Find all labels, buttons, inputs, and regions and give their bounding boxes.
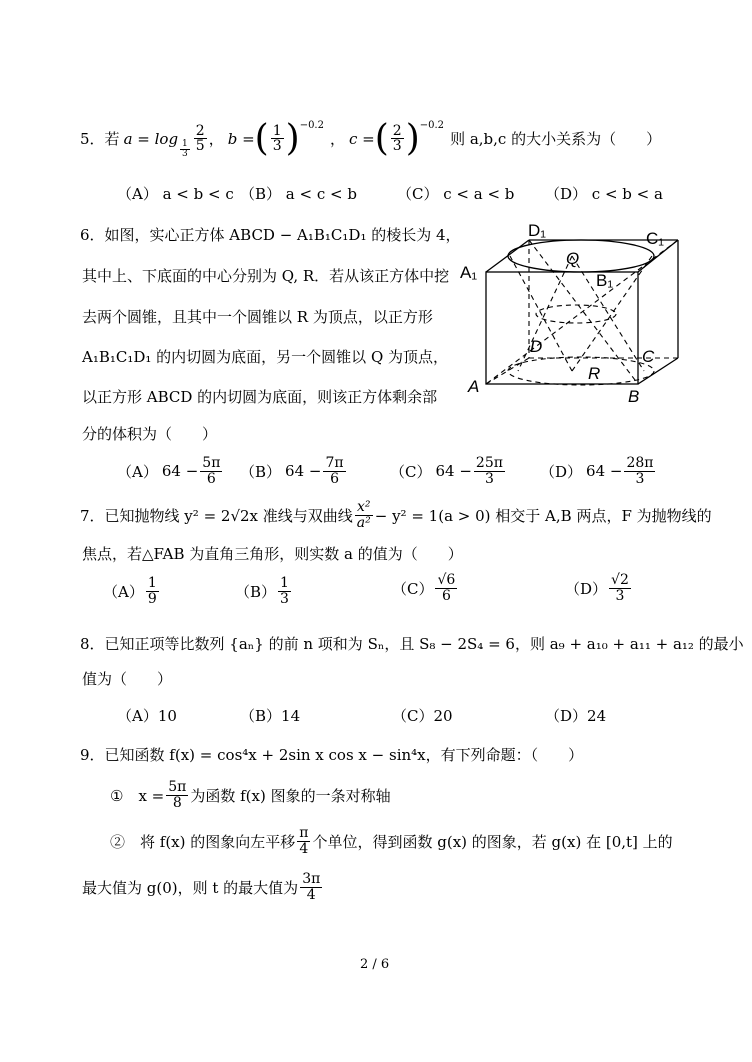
- q6-line-2: 其中上、下底面的中心分别为 Q, R．若从该正方体中挖: [82, 267, 450, 285]
- q8-option-a: （A）10: [117, 707, 177, 725]
- label-a: A: [468, 377, 480, 396]
- cube-figure: [458, 220, 683, 410]
- q6-line-1: 6．如图，实心正方体 ABCD − A₁B₁C₁D₁ 的棱长为 4，: [80, 226, 461, 244]
- q7-option-b: （B） $\frac{1}{3}$: [235, 575, 289, 607]
- c-fraction: $\frac{2}{3}$: [392, 122, 402, 155]
- label-q: Q: [566, 249, 580, 268]
- q8-line-2: 值为（ ）: [82, 670, 173, 688]
- q5-option-c: （C） c < a < b: [397, 185, 515, 203]
- label-d: D: [530, 337, 543, 356]
- q9-item-2-cont: 最大值为 g(0)，则 t 的最大值为 $\frac{3\pi}{4}$: [82, 871, 321, 903]
- a-fraction: $\frac{2}{5}$: [195, 122, 205, 155]
- q5-option-d: （D） c < b < a: [545, 185, 663, 203]
- q5-stem: 5． 若 a = log $\frac{1}{3}$ $\frac{2}{5}$ ， b = ( $\frac{1}{3}$ ) −0.2 ， c = ( $\frac{2}{3}$ ) −0.2 则 a,b,c 的大小关系为（ ）: [80, 117, 662, 160]
- page-number: 2 / 6: [360, 957, 390, 972]
- q8-line-1: 8．已知正项等比数列 {aₙ} 的前 n 项和为 Sₙ，且 S₈ − 2S₄ = 6，则 a₉ + a₁₀ + a₁₁ + a₁₂ 的最小: [80, 635, 744, 653]
- label-a1: A₁: [460, 263, 478, 282]
- q7-option-c: （C） $\frac{√6}{6}$: [392, 572, 456, 604]
- q6-line-4: A₁B₁C₁D₁ 的内切圆为底面，另一个圆锥以 Q 为顶点，: [82, 348, 449, 366]
- q6-line-5: 以正方形 ABCD 的内切圆为底面，则该正方体剩余部: [82, 388, 438, 406]
- q8-option-c: （C）20: [392, 707, 453, 725]
- q5-option-b: （B） a < c < b: [240, 185, 357, 203]
- label-c: C: [642, 347, 655, 366]
- q8-option-b: （B）14: [240, 707, 301, 725]
- q9-line-1: 9．已知函数 f(x) = cos⁴x + 2sin x cos x − sin⁴x，有下列命题：（ ）: [80, 746, 584, 764]
- q7-option-a: （A） $\frac{1}{9}$: [103, 575, 157, 607]
- label-b: B: [628, 387, 640, 406]
- q6-option-b: （B） 64 − $\frac{7\pi}{6}$: [240, 455, 344, 487]
- q8-option-d: （D）24: [545, 707, 607, 725]
- label-c1: C₁: [646, 229, 665, 248]
- q9-item-2: ② 将 f(x) 的图象向左平移 $\frac{\pi}{4}$ 个单位，得到函数 g(x) 的图象，若 g(x) 在 [0,t] 上的: [110, 825, 673, 857]
- label-r: R: [588, 364, 601, 383]
- b-fraction: $\frac{1}{3}$: [272, 122, 282, 155]
- q7-line-2: 焦点，若△FAB 为直角三角形，则实数 a 的值为（ ）: [82, 545, 463, 563]
- q7-option-d: （D） $\frac{√2}{3}$: [565, 572, 629, 604]
- q7-line-1: 7．已知抛物线 y² = 2√2x 准线与双曲线 $\frac{\text{x²}}{\text{a²}}$ − y² = 1(a > 0) 相交于 A,B 两点，F 为抛物线的: [80, 499, 712, 531]
- q6-line-3: 去两个圆锥，且其中一个圆锥以 R 为顶点，以正方形: [82, 308, 433, 326]
- log-base: $\frac{1}{3}$: [182, 139, 188, 160]
- label-d1: D₁: [528, 221, 547, 240]
- q6-option-c: （C） 64 − $\frac{25\pi}{3}$: [390, 455, 503, 487]
- q9-item-1: ① x = $\frac{5\pi}{8}$ 为函数 f(x) 图象的一条对称轴: [110, 779, 391, 811]
- q6-option-a: （A） 64 − $\frac{5\pi}{6}$: [117, 455, 221, 487]
- q5-option-a: （A） a < b < c: [117, 185, 234, 203]
- q6-line-6: 分的体积为（ ）: [82, 425, 218, 443]
- label-b1: B₁: [596, 271, 614, 290]
- q6-option-d: （D） 64 − $\frac{28\pi}{3}$: [540, 455, 654, 487]
